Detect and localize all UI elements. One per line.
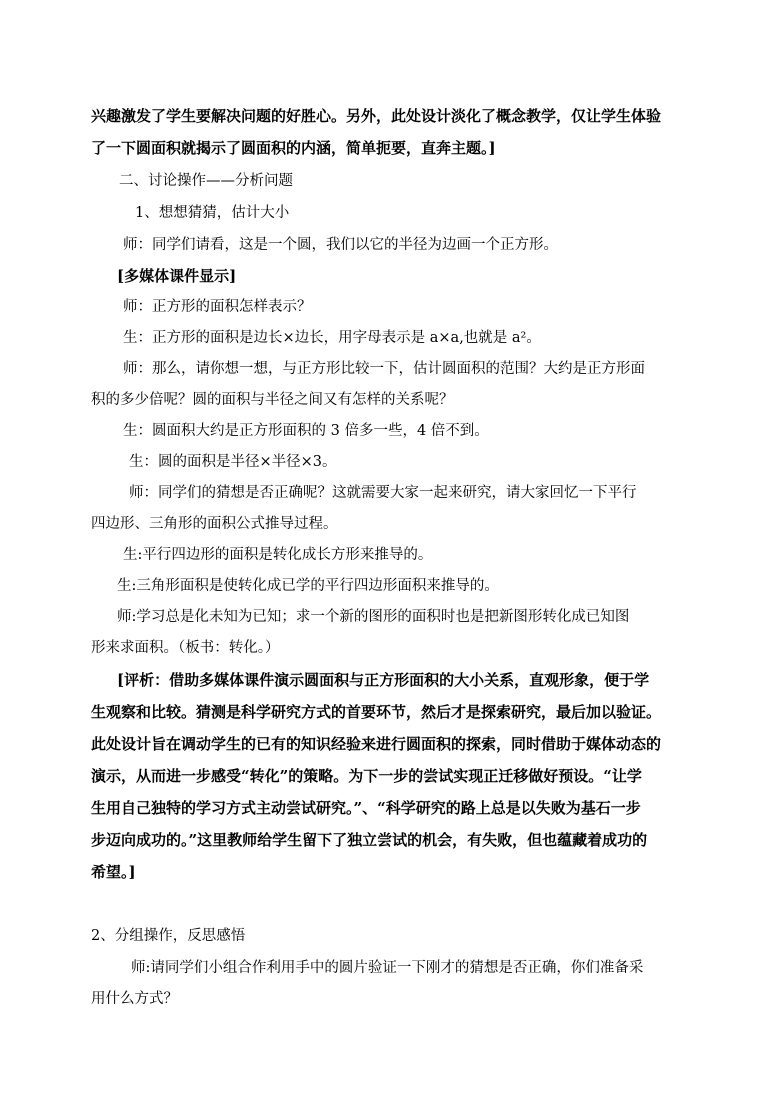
- paragraph-line: 师：同学们请看，这是一个圆，我们以它的半径为边画一个正方形。: [123, 237, 558, 253]
- paragraph-line: 师：那么，请你想一想，与正方形比较一下，估计圆面积的范围？大约是正方形面: [123, 361, 645, 377]
- paragraph-line: [评析：借助多媒体课件演示圆面积与正方形面积的大小关系，直观形象，便于学: [117, 671, 650, 689]
- paragraph-line: 生观察和比较。猜测是科学研究方式的首要环节，然后才是探索研究，最后加以验证。: [91, 703, 662, 721]
- paragraph-line: 生用自己独特的学习方式主动尝试研究。”、“科学研究的路上总是以失败为基石一步: [91, 799, 641, 817]
- paragraph-line: 生：圆的面积是半径×半径×3。: [129, 454, 337, 470]
- paragraph-line: 四边形、三角形的面积公式推导过程。: [91, 516, 338, 532]
- paragraph-line: 生：圆面积大约是正方形面积的 3 倍多一些，4 倍不到。: [123, 423, 489, 439]
- paragraph-line: 生:平行四边形的面积是转化成长方形来推导的。: [123, 547, 433, 563]
- subsection-heading: 1、想想猜猜，估计大小: [135, 205, 290, 221]
- paragraph-line: 了一下圆面积就揭示了圆面积的内涵，简单扼要，直奔主题。]: [91, 139, 496, 157]
- paragraph-line: 兴趣激发了学生要解决问题的好胜心。另外，此处设计淡化了概念教学，仅让学生体验: [91, 107, 662, 125]
- paragraph-line: 师：正方形的面积怎样表示？: [123, 299, 312, 315]
- paragraph-line: 师:学习总是化未知为已知；求一个新的图形的面积时也是把新图形转化成已知图: [117, 609, 630, 625]
- paragraph-line: 希望。]: [91, 863, 136, 881]
- paragraph-line: 此处设计旨在调动学生的已有的知识经验来进行圆面积的探索，同时借助于媒体动态的: [91, 735, 662, 753]
- paragraph-line: 师:请同学们小组合作利用手中的圆片验证一下刚才的猜想是否正确，你们准备采: [131, 960, 644, 976]
- paragraph-line: 积的多少倍呢？圆的面积与半径之间又有怎样的关系呢？: [91, 392, 454, 408]
- paragraph-line: 生:三角形面积是使转化成已学的平行四边形面积来推导的。: [117, 578, 499, 594]
- paragraph-line: 步迈向成功的。”这里教师给学生留下了独立尝试的机会，有失败，但也蕴藏着成功的: [91, 831, 648, 849]
- paragraph-line: 形来求面积。（板书：转化。）: [91, 640, 280, 656]
- paragraph-line: 用什么方式？: [91, 991, 178, 1007]
- paragraph-line: 演示，从而进一步感受“转化”的策略。为下一步的尝试实现正迁移做好预设。“让学: [91, 767, 642, 785]
- paragraph-line: [多媒体课件显示]: [117, 267, 237, 285]
- paragraph-line: 生：正方形的面积是边长×边长，用字母表示是 a×a,也就是 a²。: [123, 330, 541, 346]
- section-heading: 二、讨论操作——分析问题: [119, 173, 293, 189]
- paragraph-line: 师：同学们的猜想是否正确呢？这就需要大家一起来研究，请大家回忆一下平行: [129, 485, 637, 501]
- subsection-heading: 2、分组操作，反思感悟: [91, 928, 246, 944]
